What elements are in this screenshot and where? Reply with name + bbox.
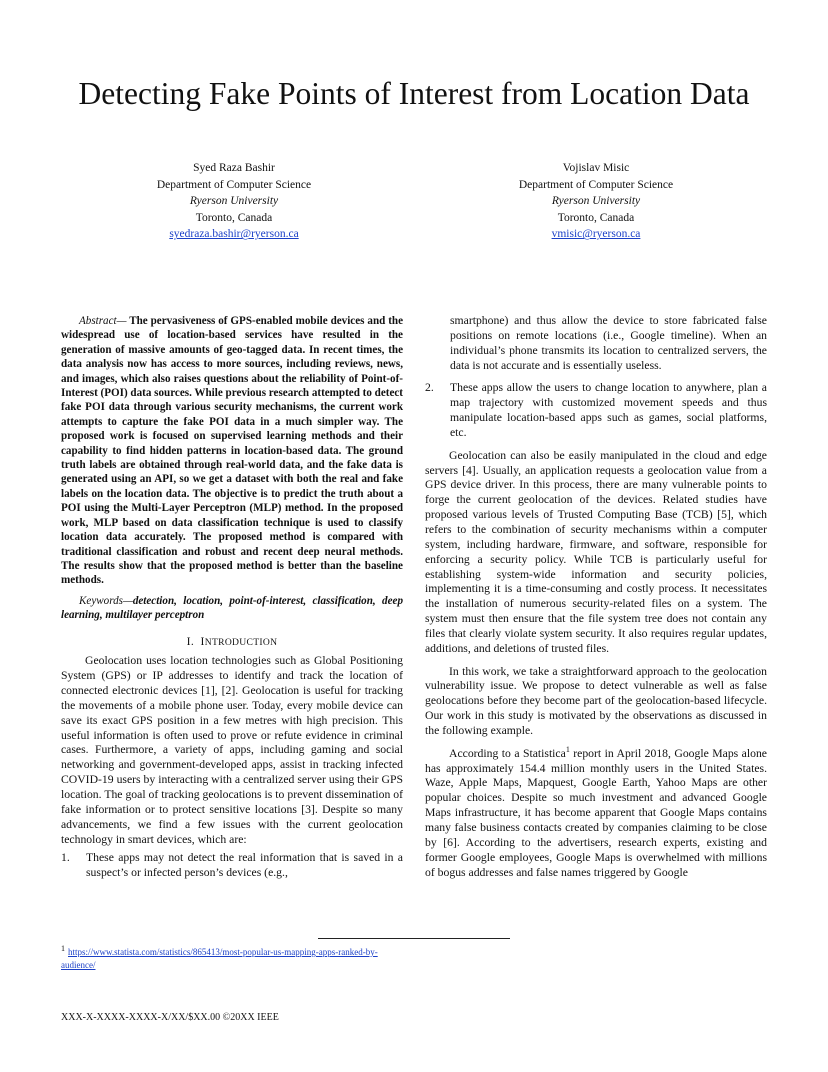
footnote-marker: 1 (565, 744, 570, 754)
issues-list (61, 851, 403, 881)
author-block-2 (446, 160, 746, 243)
author-department: Department of Computer Science (518, 178, 674, 191)
abstract-label: Abstract— (79, 315, 127, 327)
footnote-link[interactable]: https://www.statista.com/statistics/865413/most-popular-us-mapping-apps-ranked-by-audience/ (61, 947, 378, 970)
issues-list-continued (425, 314, 767, 441)
author-name: Syed Raza Bashir (193, 162, 275, 174)
author-email-link[interactable]: syedraza.bashir@ryerson.ca (169, 228, 299, 241)
footnote-mark: 1 (61, 944, 65, 953)
abstract (61, 314, 403, 588)
author-block-1 (84, 160, 384, 243)
right-column (425, 314, 767, 880)
intro-paragraph-4: According to a Statistica$^1$ report in April 2018, Google Maps alone has approximately 154.4 million monthly users in the United States. Waze, Apple Maps, Mapquest, Google Earth, Yahoo Maps are other popular choices. Despite so much investment and advanced Google Maps infrastructure, it has become apparent that Google Maps contains many false business contacts created by companies claiming to be close by [6]. According to the advertisers, research experts, existing and former Google employees, Google Maps is overwhelmed with millions of bogus addresses and false names triggered by Google (425, 744, 767, 879)
intro-paragraph-2: Geolocation can also be easily manipulated in the cloud and edge servers [4]. Usually, an application requests a geolocation value from a GPS device driver. In this process, there are many vulnerable points to forge the current geolocation of the devices. Related studies have proposed various levels of Trusted Computing Base (TCB) [5], which refers to the combination of security mechanisms within a computer system, including hardware, firmware, and software, responsible for enforcing a security policy. While TCB is particularly useful for establishing system-wide information and security policies, implementing it is a time-consuming and costly process. It necessitates the installation of numerous security-related files on a system. The system must then ensure that the file system tree does not contain any files that clearly violate system security. It also requires regular updates, additions, and deletions of trusted files. (425, 448, 767, 655)
list-item: 2. These apps allow the users to change location to anywhere, plan a map trajectory with customized movement speeds and thus manipulate location-based apps such as games, social platforms, etc. (425, 381, 767, 439)
section-heading-introduction: I. INTRODUCTION (186, 634, 278, 648)
paper-title: Detecting Fake Points of Interest from Location Data (78, 76, 750, 111)
list-item-text: These apps may not detect the real information that is saved in a suspect’s or infected person’s devices (e.g., (86, 851, 403, 880)
list-item-text: smartphone) and thus allow the device to store fabricated false positions on remote locations (i.e., Google timeline). When an individual’s phone transmits its location to centralized servers, the data is not accurate and is essentially useless. (450, 314, 767, 372)
author-university: Ryerson University (551, 195, 641, 208)
author-university: Ryerson University (189, 195, 279, 208)
list-item: 1. These apps may not detect the real information that is saved in a suspect’s or infected person’s devices (e.g., (61, 851, 403, 880)
author-email-link[interactable]: vmisic@ryerson.ca (551, 228, 641, 241)
author-city: Toronto, Canada (195, 211, 273, 224)
author-name: Vojislav Misic (562, 162, 630, 174)
keywords (61, 594, 403, 623)
list-item-text: These apps allow the users to change location to anywhere, plan a map trajectory with customized movement speeds and thus manipulate location-based apps such as games, social platforms, etc. (450, 381, 767, 439)
keywords-label: Keywords— (79, 594, 133, 607)
abstract-text: The pervasiveness of GPS-enabled mobile devices and the widespread use of location-based services have resulted in the generation of massive amounts of geo-tagged data. In recent times, the data analysis now has access to more sources, including reviews, news, and images, which also raises questions about the reliability of Point-of-Interest (POI) data sources. While previous research attempted to detect fake POI data through various security mechanisms, the current work attempts to capture the fake POI data in a much simpler way. The proposed work is focused on supervised learning methods and their capability to find hidden patterns in location-based data. The ground truth labels are obtained through real-world data, and the fake data is generated using an API, so we get a dataset with both the real and fake labels on the location data. The objective is to predict the truth about a POI using the Multi-Layer Perceptron (MLP) method. In the proposed work, MLP based on data classification technique is used to classify location data accurately. The proposed method is compared with traditional classification and robust and recent deep neural methods. The results show that the proposed method is better than the baseline methods. (61, 315, 404, 587)
intro-paragraph-3: In this work, we take a straightforward approach to the geolocation vulnerability issue. We propose to detect vulnerable as well as false geolocations before they become part of the geolocation-based lifecycle. Our work in this study is motivated by the observations as discussed in the following example. (425, 664, 767, 737)
left-column (61, 314, 403, 881)
list-item (425, 314, 767, 373)
intro-paragraph-1: Geolocation uses location technologies such as Global Positioning System (GPS) or IP addresses to identify and track the location of connected electronic devices [1], [2]. Geolocation is useful for tracking the movements of a mobile phone user. Today, every mobile device can save its exact GPS position in a few metres with high precision. This useful information is often used to prove or refute evidence in criminal cases. Furthermore, a variety of apps, including gaming and social networking and government-developed apps, assist in tracking infected COVID-19 users by interacting with a centralized server using their GPS location. The goal of tracking geolocations is to prevent dissemination of fake information or to protect sensitive locations [3]. Despite so many advancements, we find a few issues with the current geolocation technology in smart devices, which are: (61, 654, 403, 846)
footnote-divider (318, 938, 510, 939)
footnote (61, 946, 411, 972)
keywords-text: detection, location, point-of-interest, classification, deep learning, multilayer perceptron (61, 594, 403, 622)
author-city: Toronto, Canada (557, 211, 635, 224)
page-footer: XXX-X-XXXX-XXXX-X/XX/$XX.00 ©20XX IEEE (61, 1012, 279, 1023)
author-department: Department of Computer Science (156, 178, 312, 191)
